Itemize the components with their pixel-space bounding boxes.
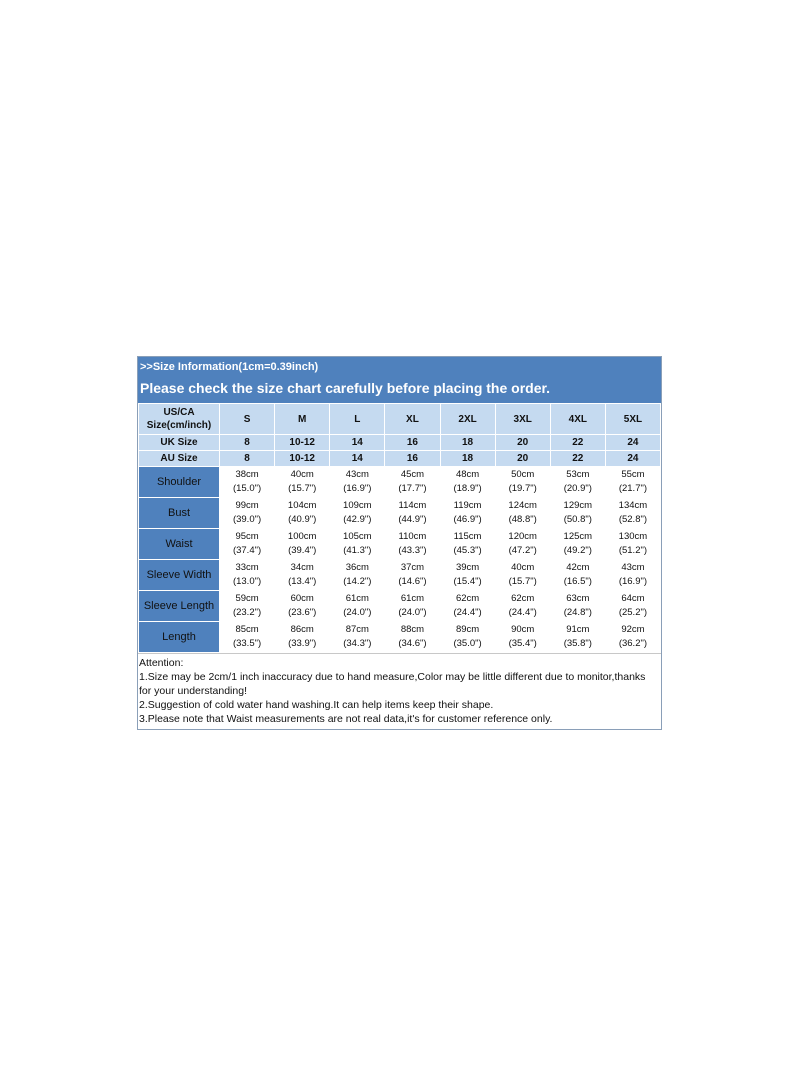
inch-value: (36.2")	[618, 638, 648, 649]
measurement-cell	[440, 498, 495, 529]
au-size-cell: 18	[440, 451, 495, 467]
cm-value: 88cm	[400, 624, 425, 635]
inch-value: (35.4")	[508, 638, 537, 649]
inch-value: (49.2")	[563, 545, 592, 556]
uk-size-cell: 8	[220, 435, 275, 451]
note-item: 3.Please note that Waist measurements are not real data,it's for customer reference only.	[139, 713, 553, 725]
measurement-cell	[440, 622, 495, 653]
cm-value: 115cm	[453, 531, 482, 542]
au-size-row	[139, 451, 661, 467]
measurement-cell	[605, 467, 660, 498]
size-info-banner	[138, 357, 661, 403]
measurement-label: Sleeve Length	[139, 591, 220, 622]
measurement-cell	[220, 529, 275, 560]
measurement-row-shoulder	[139, 467, 661, 498]
inch-value: (42.9")	[343, 514, 372, 525]
inch-value: (47.2")	[508, 545, 537, 556]
inch-value: (24.8")	[563, 607, 592, 618]
inch-value: (14.6")	[398, 576, 427, 587]
inch-value: (13.0")	[232, 576, 262, 587]
attention-title: Attention:	[139, 657, 184, 669]
cm-value: 62cm	[455, 593, 480, 604]
measurement-cell	[605, 591, 660, 622]
au-size-cell: 20	[495, 451, 550, 467]
measurement-cell	[385, 467, 440, 498]
uk-size-cell: 20	[495, 435, 550, 451]
uk-size-label: UK Size	[139, 435, 220, 451]
cm-value: 125cm	[563, 531, 593, 542]
uk-size-cell: 18	[440, 435, 495, 451]
au-size-cell: 22	[550, 451, 605, 467]
inch-value: (18.9")	[453, 483, 482, 494]
cm-value: 62cm	[511, 593, 535, 604]
uk-size-cell: 16	[385, 435, 440, 451]
inch-value: (35.0")	[453, 638, 482, 649]
uk-size-cell: 22	[550, 435, 605, 451]
cm-value: 39cm	[455, 562, 480, 573]
uk-size-cell: 14	[330, 435, 385, 451]
measurement-cell	[275, 498, 330, 529]
size-chart	[137, 356, 662, 730]
cm-value: 129cm	[563, 500, 593, 511]
cm-value: 43cm	[345, 469, 369, 480]
cm-value: 42cm	[566, 562, 590, 573]
inch-value: (24.4")	[508, 607, 537, 618]
measurement-label: Waist	[139, 529, 220, 560]
measurement-cell	[220, 498, 275, 529]
cm-value: 64cm	[621, 593, 645, 604]
cm-value: 92cm	[621, 624, 645, 635]
cm-value: 40cm	[290, 469, 314, 480]
cm-value: 34cm	[290, 562, 314, 573]
inch-value: (52.8")	[618, 514, 648, 525]
size-header-cell: 3XL	[495, 404, 550, 435]
cm-value: 124cm	[508, 500, 537, 511]
measurement-cell	[385, 529, 440, 560]
measurement-label: Bust	[139, 498, 220, 529]
inch-value: (40.9")	[288, 514, 317, 525]
inch-value: (48.8")	[508, 514, 537, 525]
cm-value: 119cm	[453, 500, 482, 511]
inch-value: (34.6")	[398, 638, 427, 649]
cm-value: 53cm	[566, 469, 590, 480]
attention-notes	[138, 653, 661, 729]
cm-value: 90cm	[511, 624, 535, 635]
inch-value: (44.9")	[398, 514, 427, 525]
cm-value: 91cm	[566, 624, 590, 635]
cm-value: 134cm	[618, 500, 648, 511]
measurement-cell	[440, 529, 495, 560]
inch-value: (24.0")	[398, 607, 427, 618]
measurement-rows	[139, 467, 661, 653]
us-size-header-row	[139, 404, 661, 435]
uk-size-cell: 24	[605, 435, 660, 451]
measurement-row-waist	[139, 529, 661, 560]
cm-value: 60cm	[290, 593, 314, 604]
au-size-cell: 14	[330, 451, 385, 467]
size-header-cell: M	[275, 404, 330, 435]
cm-value: 63cm	[566, 593, 590, 604]
measurement-cell	[275, 529, 330, 560]
measurement-cell	[275, 622, 330, 653]
size-header-cell: XL	[385, 404, 440, 435]
measurement-cell	[330, 622, 385, 653]
cm-value: 50cm	[511, 469, 535, 480]
measurement-label: Length	[139, 622, 220, 653]
measurement-cell	[275, 467, 330, 498]
measurement-cell	[220, 591, 275, 622]
inch-value: (45.3")	[453, 545, 482, 556]
measurement-cell	[495, 560, 550, 591]
inch-value: (15.4")	[453, 576, 482, 587]
cm-value: 61cm	[345, 593, 369, 604]
cm-value: 87cm	[345, 624, 369, 635]
cm-value: 36cm	[345, 562, 369, 573]
measurement-cell	[330, 498, 385, 529]
size-header-cell: L	[330, 404, 385, 435]
inch-value: (13.4")	[288, 576, 317, 587]
measurement-cell	[495, 467, 550, 498]
cm-value: 61cm	[400, 593, 425, 604]
measurement-cell	[275, 591, 330, 622]
measurement-cell	[550, 467, 605, 498]
inch-value: (51.2")	[618, 545, 648, 556]
cm-value: 130cm	[618, 531, 648, 542]
measurement-cell	[220, 560, 275, 591]
inch-value: (17.7")	[398, 483, 427, 494]
cm-value: 89cm	[455, 624, 480, 635]
uk-size-cell: 10-12	[275, 435, 330, 451]
note-item: 2.Suggestion of cold water hand washing.It can help items keep their shape.	[139, 699, 494, 711]
size-chart-warning: Please check the size chart carefully before placing the order.	[140, 380, 551, 396]
inch-value: (39.4")	[288, 545, 317, 556]
inch-value: (23.6")	[288, 607, 317, 618]
inch-value: (24.0")	[343, 607, 372, 618]
us-ca-label: US/CA	[163, 407, 195, 418]
cm-value: 100cm	[287, 531, 317, 542]
cm-value: 85cm	[235, 624, 259, 635]
measurement-cell	[330, 591, 385, 622]
measurement-cell	[495, 591, 550, 622]
inch-value: (24.4")	[453, 607, 482, 618]
measurement-cell	[440, 467, 495, 498]
inch-value: (16.5")	[563, 576, 592, 587]
cm-value: 99cm	[235, 500, 259, 511]
inch-value: (37.4")	[232, 545, 262, 556]
cm-value: 43cm	[621, 562, 645, 573]
au-size-cell: 24	[605, 451, 660, 467]
size-table	[138, 403, 661, 653]
cm-value: 109cm	[343, 500, 372, 511]
measurement-cell	[330, 560, 385, 591]
cm-value: 33cm	[235, 562, 259, 573]
inch-value: (15.0")	[232, 483, 262, 494]
cm-value: 38cm	[235, 469, 259, 480]
inch-value: (41.3")	[343, 545, 372, 556]
measurement-cell	[605, 529, 660, 560]
inch-value: (46.9")	[453, 514, 482, 525]
au-size-cell: 8	[220, 451, 275, 467]
size-info-title: >>Size Information(1cm=0.39inch)	[140, 361, 319, 373]
measurement-label: Sleeve Width	[139, 560, 220, 591]
measurement-cell	[605, 498, 660, 529]
cm-value: 59cm	[235, 593, 259, 604]
measurement-cell	[330, 529, 385, 560]
au-size-cell: 16	[385, 451, 440, 467]
au-size-cell: 10-12	[275, 451, 330, 467]
inch-value: (50.8")	[563, 514, 592, 525]
size-header-cell: 2XL	[440, 404, 495, 435]
inch-value: (25.2")	[618, 607, 648, 618]
inch-value: (39.0")	[232, 514, 262, 525]
inch-value: (19.7")	[508, 483, 537, 494]
size-unit-label: Size(cm/inch)	[146, 420, 212, 431]
inch-value: (34.3")	[343, 638, 372, 649]
measurement-cell	[495, 498, 550, 529]
au-size-label: AU Size	[139, 451, 220, 467]
inch-value: (43.3")	[398, 545, 427, 556]
inch-value: (33.5")	[232, 638, 262, 649]
cm-value: 105cm	[343, 531, 372, 542]
measurement-row-bust	[139, 498, 661, 529]
cm-value: 114cm	[398, 500, 427, 511]
inch-value: (33.9")	[288, 638, 317, 649]
cm-value: 120cm	[508, 531, 537, 542]
inch-value: (14.2")	[343, 576, 372, 587]
inch-value: (16.9")	[343, 483, 372, 494]
cm-value: 95cm	[235, 531, 259, 542]
inch-value: (23.2")	[232, 607, 262, 618]
size-header-cell: 4XL	[550, 404, 605, 435]
cm-value: 104cm	[287, 500, 317, 511]
cm-value: 86cm	[290, 624, 314, 635]
inch-value: (35.8")	[563, 638, 592, 649]
measurement-cell	[330, 467, 385, 498]
measurement-cell	[550, 622, 605, 653]
measurement-cell	[550, 560, 605, 591]
size-header-cell: 5XL	[605, 404, 660, 435]
measurement-cell	[495, 529, 550, 560]
cm-value: 55cm	[621, 469, 645, 480]
measurement-row-length	[139, 622, 661, 653]
us-ca-size-header	[139, 404, 220, 435]
cm-value: 110cm	[398, 531, 427, 542]
inch-value: (21.7")	[618, 483, 648, 494]
measurement-cell	[550, 529, 605, 560]
measurement-cell	[605, 560, 660, 591]
inch-value: (15.7")	[508, 576, 537, 587]
measurement-cell	[220, 622, 275, 653]
measurement-cell	[385, 622, 440, 653]
cm-value: 40cm	[511, 562, 535, 573]
measurement-row-sleeve-length	[139, 591, 661, 622]
measurement-cell	[440, 591, 495, 622]
measurement-cell	[385, 591, 440, 622]
measurement-cell	[550, 498, 605, 529]
inch-value: (15.7")	[288, 483, 317, 494]
inch-value: (16.9")	[618, 576, 648, 587]
measurement-row-sleeve-width	[139, 560, 661, 591]
measurement-cell	[550, 591, 605, 622]
inch-value: (20.9")	[563, 483, 592, 494]
measurement-cell	[385, 560, 440, 591]
measurement-cell	[275, 560, 330, 591]
note-item: 1.Size may be 2cm/1 inch inaccuracy due to hand measure,Color may be little different due to monitor,thanks for your understanding!	[139, 671, 646, 697]
measurement-cell	[440, 560, 495, 591]
uk-size-row	[139, 435, 661, 451]
measurement-cell	[220, 467, 275, 498]
measurement-cell	[605, 622, 660, 653]
cm-value: 45cm	[400, 469, 425, 480]
cm-value: 37cm	[400, 562, 425, 573]
measurement-cell	[385, 498, 440, 529]
measurement-cell	[495, 622, 550, 653]
size-header-cell: S	[220, 404, 275, 435]
cm-value: 48cm	[455, 469, 480, 480]
measurement-label: Shoulder	[139, 467, 220, 498]
